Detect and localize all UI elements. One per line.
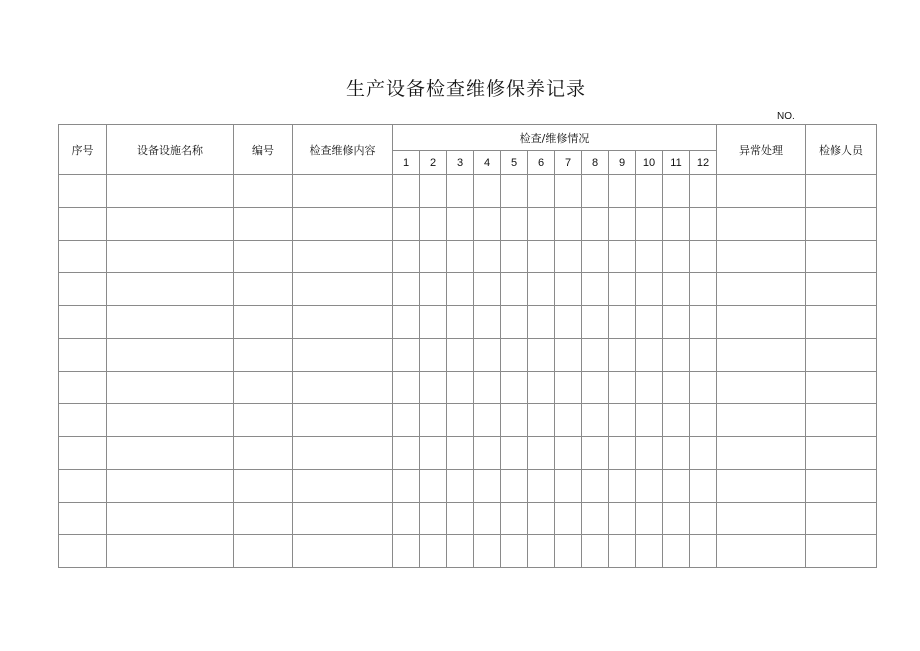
header-abnormal-handling: 异常处理 <box>717 125 806 175</box>
cell-status-1[interactable] <box>393 175 420 208</box>
cell-status-5[interactable] <box>501 371 528 404</box>
cell-facility-name[interactable] <box>107 502 234 535</box>
cell-status-4[interactable] <box>474 371 501 404</box>
cell-inspector[interactable] <box>806 175 877 208</box>
table-row <box>59 371 877 404</box>
cell-content[interactable] <box>293 306 393 339</box>
cell-status-12[interactable] <box>690 207 717 240</box>
cell-status-12[interactable] <box>690 306 717 339</box>
cell-seq[interactable] <box>59 306 107 339</box>
cell-status-9[interactable] <box>609 535 636 568</box>
cell-status-2[interactable] <box>420 535 447 568</box>
cell-status-4[interactable] <box>474 404 501 437</box>
header-status-col-8: 8 <box>582 151 609 175</box>
header-status-col-12: 12 <box>690 151 717 175</box>
cell-status-1[interactable] <box>393 469 420 502</box>
cell-status-7[interactable] <box>555 371 582 404</box>
cell-facility-name[interactable] <box>107 437 234 470</box>
header-content: 检查维修内容 <box>293 125 393 175</box>
cell-status-1[interactable] <box>393 338 420 371</box>
header-status-col-9: 9 <box>609 151 636 175</box>
document-title: 生产设备检查维修保养记录 <box>345 78 586 100</box>
cell-facility-name[interactable] <box>107 240 234 273</box>
cell-status-7[interactable] <box>555 437 582 470</box>
cell-inspector[interactable] <box>806 502 877 535</box>
cell-status-12[interactable] <box>690 502 717 535</box>
cell-status-3[interactable] <box>447 437 474 470</box>
cell-abnormal-handling[interactable] <box>717 502 806 535</box>
cell-status-11[interactable] <box>663 535 690 568</box>
cell-status-5[interactable] <box>501 306 528 339</box>
table-row <box>59 437 877 470</box>
cell-content[interactable] <box>293 240 393 273</box>
cell-status-10[interactable] <box>636 371 663 404</box>
cell-content[interactable] <box>293 273 393 306</box>
cell-status-8[interactable] <box>582 469 609 502</box>
cell-seq[interactable] <box>59 273 107 306</box>
cell-inspector[interactable] <box>806 240 877 273</box>
cell-status-2[interactable] <box>420 404 447 437</box>
cell-status-5[interactable] <box>501 404 528 437</box>
cell-status-6[interactable] <box>528 306 555 339</box>
cell-seq[interactable] <box>59 371 107 404</box>
cell-status-3[interactable] <box>447 371 474 404</box>
cell-status-9[interactable] <box>609 175 636 208</box>
cell-status-6[interactable] <box>528 535 555 568</box>
cell-seq[interactable] <box>59 338 107 371</box>
cell-status-3[interactable] <box>447 306 474 339</box>
header-code: 编号 <box>234 125 293 175</box>
cell-abnormal-handling[interactable] <box>717 207 806 240</box>
cell-status-5[interactable] <box>501 207 528 240</box>
cell-status-8[interactable] <box>582 502 609 535</box>
cell-status-3[interactable] <box>447 535 474 568</box>
cell-facility-name[interactable] <box>107 404 234 437</box>
cell-status-10[interactable] <box>636 207 663 240</box>
cell-content[interactable] <box>293 437 393 470</box>
cell-status-7[interactable] <box>555 469 582 502</box>
header-facility-name: 设备设施名称 <box>107 125 234 175</box>
cell-status-5[interactable] <box>501 469 528 502</box>
cell-status-1[interactable] <box>393 535 420 568</box>
cell-status-5[interactable] <box>501 535 528 568</box>
cell-code[interactable] <box>234 404 293 437</box>
cell-content[interactable] <box>293 535 393 568</box>
cell-status-3[interactable] <box>447 273 474 306</box>
cell-seq[interactable] <box>59 502 107 535</box>
cell-status-9[interactable] <box>609 306 636 339</box>
cell-status-10[interactable] <box>636 175 663 208</box>
cell-abnormal-handling[interactable] <box>717 469 806 502</box>
cell-inspector[interactable] <box>806 437 877 470</box>
cell-status-6[interactable] <box>528 175 555 208</box>
cell-content[interactable] <box>293 175 393 208</box>
header-status-col-5: 5 <box>501 151 528 175</box>
cell-status-8[interactable] <box>582 535 609 568</box>
cell-status-11[interactable] <box>663 469 690 502</box>
cell-status-12[interactable] <box>690 338 717 371</box>
table-row <box>59 240 877 273</box>
cell-status-9[interactable] <box>609 502 636 535</box>
cell-status-7[interactable] <box>555 273 582 306</box>
cell-status-10[interactable] <box>636 273 663 306</box>
cell-status-2[interactable] <box>420 338 447 371</box>
cell-status-8[interactable] <box>582 273 609 306</box>
cell-status-6[interactable] <box>528 469 555 502</box>
cell-abnormal-handling[interactable] <box>717 240 806 273</box>
cell-abnormal-handling[interactable] <box>717 273 806 306</box>
cell-status-10[interactable] <box>636 306 663 339</box>
cell-abnormal-handling[interactable] <box>717 437 806 470</box>
cell-status-6[interactable] <box>528 338 555 371</box>
cell-status-1[interactable] <box>393 273 420 306</box>
cell-status-6[interactable] <box>528 371 555 404</box>
cell-code[interactable] <box>234 437 293 470</box>
cell-content[interactable] <box>293 502 393 535</box>
cell-status-3[interactable] <box>447 240 474 273</box>
header-status-col-11: 11 <box>663 151 690 175</box>
cell-status-9[interactable] <box>609 469 636 502</box>
cell-status-6[interactable] <box>528 404 555 437</box>
cell-code[interactable] <box>234 469 293 502</box>
cell-status-9[interactable] <box>609 371 636 404</box>
table-body <box>59 175 877 568</box>
cell-inspector[interactable] <box>806 338 877 371</box>
cell-abnormal-handling[interactable] <box>717 306 806 339</box>
cell-status-2[interactable] <box>420 306 447 339</box>
cell-seq[interactable] <box>59 207 107 240</box>
cell-abnormal-handling[interactable] <box>717 535 806 568</box>
cell-status-8[interactable] <box>582 175 609 208</box>
cell-status-7[interactable] <box>555 306 582 339</box>
cell-status-3[interactable] <box>447 175 474 208</box>
cell-status-10[interactable] <box>636 469 663 502</box>
document-number-label: NO. <box>777 111 795 122</box>
cell-facility-name[interactable] <box>107 371 234 404</box>
cell-code[interactable] <box>234 273 293 306</box>
header-status-col-2: 2 <box>420 151 447 175</box>
cell-code[interactable] <box>234 502 293 535</box>
cell-inspector[interactable] <box>806 273 877 306</box>
cell-status-12[interactable] <box>690 437 717 470</box>
cell-facility-name[interactable] <box>107 306 234 339</box>
table-row <box>59 469 877 502</box>
cell-status-5[interactable] <box>501 175 528 208</box>
cell-inspector[interactable] <box>806 371 877 404</box>
cell-content[interactable] <box>293 469 393 502</box>
cell-status-10[interactable] <box>636 338 663 371</box>
cell-status-12[interactable] <box>690 175 717 208</box>
table-row <box>59 175 877 208</box>
cell-facility-name[interactable] <box>107 469 234 502</box>
cell-status-4[interactable] <box>474 306 501 339</box>
cell-status-9[interactable] <box>609 338 636 371</box>
cell-inspector[interactable] <box>806 404 877 437</box>
cell-status-4[interactable] <box>474 535 501 568</box>
cell-status-1[interactable] <box>393 404 420 437</box>
cell-status-8[interactable] <box>582 240 609 273</box>
cell-status-11[interactable] <box>663 306 690 339</box>
header-status-group: 检查/维修情况 <box>393 125 717 151</box>
cell-inspector[interactable] <box>806 207 877 240</box>
cell-status-2[interactable] <box>420 437 447 470</box>
cell-abnormal-handling[interactable] <box>717 175 806 208</box>
cell-status-4[interactable] <box>474 338 501 371</box>
cell-status-5[interactable] <box>501 437 528 470</box>
header-status-col-6: 6 <box>528 151 555 175</box>
cell-status-2[interactable] <box>420 273 447 306</box>
cell-status-9[interactable] <box>609 240 636 273</box>
cell-code[interactable] <box>234 207 293 240</box>
cell-status-8[interactable] <box>582 371 609 404</box>
cell-status-2[interactable] <box>420 371 447 404</box>
header-status-col-3: 3 <box>447 151 474 175</box>
cell-content[interactable] <box>293 338 393 371</box>
cell-status-9[interactable] <box>609 273 636 306</box>
cell-status-4[interactable] <box>474 437 501 470</box>
header-status-col-4: 4 <box>474 151 501 175</box>
cell-status-12[interactable] <box>690 535 717 568</box>
cell-status-6[interactable] <box>528 273 555 306</box>
cell-status-1[interactable] <box>393 306 420 339</box>
cell-status-6[interactable] <box>528 437 555 470</box>
cell-status-12[interactable] <box>690 273 717 306</box>
table-row <box>59 207 877 240</box>
cell-seq[interactable] <box>59 240 107 273</box>
cell-code[interactable] <box>234 338 293 371</box>
cell-status-4[interactable] <box>474 273 501 306</box>
cell-status-6[interactable] <box>528 240 555 273</box>
cell-status-1[interactable] <box>393 502 420 535</box>
cell-inspector[interactable] <box>806 306 877 339</box>
cell-status-12[interactable] <box>690 371 717 404</box>
cell-abnormal-handling[interactable] <box>717 338 806 371</box>
table-row <box>59 502 877 535</box>
cell-status-11[interactable] <box>663 338 690 371</box>
cell-status-5[interactable] <box>501 273 528 306</box>
cell-facility-name[interactable] <box>107 273 234 306</box>
cell-status-11[interactable] <box>663 371 690 404</box>
cell-status-10[interactable] <box>636 404 663 437</box>
cell-status-12[interactable] <box>690 469 717 502</box>
cell-status-8[interactable] <box>582 207 609 240</box>
cell-status-4[interactable] <box>474 469 501 502</box>
table-row <box>59 338 877 371</box>
cell-status-7[interactable] <box>555 240 582 273</box>
inspection-record-table <box>58 124 877 568</box>
cell-status-3[interactable] <box>447 502 474 535</box>
cell-status-11[interactable] <box>663 273 690 306</box>
cell-status-11[interactable] <box>663 437 690 470</box>
cell-content[interactable] <box>293 404 393 437</box>
cell-inspector[interactable] <box>806 535 877 568</box>
table-row <box>59 404 877 437</box>
cell-facility-name[interactable] <box>107 207 234 240</box>
cell-status-1[interactable] <box>393 240 420 273</box>
cell-status-11[interactable] <box>663 240 690 273</box>
cell-status-1[interactable] <box>393 207 420 240</box>
cell-status-2[interactable] <box>420 502 447 535</box>
cell-status-9[interactable] <box>609 437 636 470</box>
cell-content[interactable] <box>293 207 393 240</box>
cell-status-11[interactable] <box>663 175 690 208</box>
cell-status-3[interactable] <box>447 404 474 437</box>
cell-status-8[interactable] <box>582 437 609 470</box>
cell-status-12[interactable] <box>690 240 717 273</box>
table-row <box>59 306 877 339</box>
cell-status-8[interactable] <box>582 338 609 371</box>
cell-status-10[interactable] <box>636 535 663 568</box>
cell-abnormal-handling[interactable] <box>717 371 806 404</box>
cell-status-2[interactable] <box>420 469 447 502</box>
table-row <box>59 273 877 306</box>
cell-status-5[interactable] <box>501 240 528 273</box>
cell-status-3[interactable] <box>447 207 474 240</box>
cell-status-8[interactable] <box>582 306 609 339</box>
cell-status-10[interactable] <box>636 437 663 470</box>
cell-status-12[interactable] <box>690 404 717 437</box>
cell-status-7[interactable] <box>555 502 582 535</box>
cell-code[interactable] <box>234 306 293 339</box>
cell-facility-name[interactable] <box>107 175 234 208</box>
cell-code[interactable] <box>234 371 293 404</box>
cell-status-7[interactable] <box>555 535 582 568</box>
cell-status-6[interactable] <box>528 502 555 535</box>
cell-seq[interactable] <box>59 175 107 208</box>
cell-code[interactable] <box>234 240 293 273</box>
cell-status-9[interactable] <box>609 207 636 240</box>
cell-status-4[interactable] <box>474 207 501 240</box>
header-status-col-10: 10 <box>636 151 663 175</box>
cell-status-4[interactable] <box>474 240 501 273</box>
cell-status-10[interactable] <box>636 502 663 535</box>
cell-status-7[interactable] <box>555 207 582 240</box>
cell-status-9[interactable] <box>609 404 636 437</box>
header-status-col-7: 7 <box>555 151 582 175</box>
cell-status-2[interactable] <box>420 207 447 240</box>
header-seq: 序号 <box>59 125 107 175</box>
cell-status-5[interactable] <box>501 502 528 535</box>
cell-status-8[interactable] <box>582 404 609 437</box>
cell-seq[interactable] <box>59 535 107 568</box>
header-status-col-1: 1 <box>393 151 420 175</box>
cell-status-7[interactable] <box>555 338 582 371</box>
cell-seq[interactable] <box>59 469 107 502</box>
cell-status-1[interactable] <box>393 437 420 470</box>
cell-inspector[interactable] <box>806 469 877 502</box>
cell-status-7[interactable] <box>555 175 582 208</box>
cell-code[interactable] <box>234 535 293 568</box>
table-row <box>59 535 877 568</box>
cell-status-6[interactable] <box>528 207 555 240</box>
cell-status-11[interactable] <box>663 502 690 535</box>
cell-status-3[interactable] <box>447 469 474 502</box>
cell-status-2[interactable] <box>420 240 447 273</box>
cell-facility-name[interactable] <box>107 535 234 568</box>
cell-status-7[interactable] <box>555 404 582 437</box>
cell-status-4[interactable] <box>474 502 501 535</box>
header-inspector: 检修人员 <box>806 125 877 175</box>
cell-abnormal-handling[interactable] <box>717 404 806 437</box>
cell-seq[interactable] <box>59 437 107 470</box>
cell-status-1[interactable] <box>393 371 420 404</box>
cell-status-10[interactable] <box>636 240 663 273</box>
cell-status-11[interactable] <box>663 207 690 240</box>
cell-status-5[interactable] <box>501 338 528 371</box>
cell-seq[interactable] <box>59 404 107 437</box>
cell-status-4[interactable] <box>474 175 501 208</box>
cell-code[interactable] <box>234 175 293 208</box>
header-row-top <box>59 125 877 151</box>
cell-status-3[interactable] <box>447 338 474 371</box>
cell-status-11[interactable] <box>663 404 690 437</box>
cell-content[interactable] <box>293 371 393 404</box>
cell-status-2[interactable] <box>420 175 447 208</box>
cell-facility-name[interactable] <box>107 338 234 371</box>
